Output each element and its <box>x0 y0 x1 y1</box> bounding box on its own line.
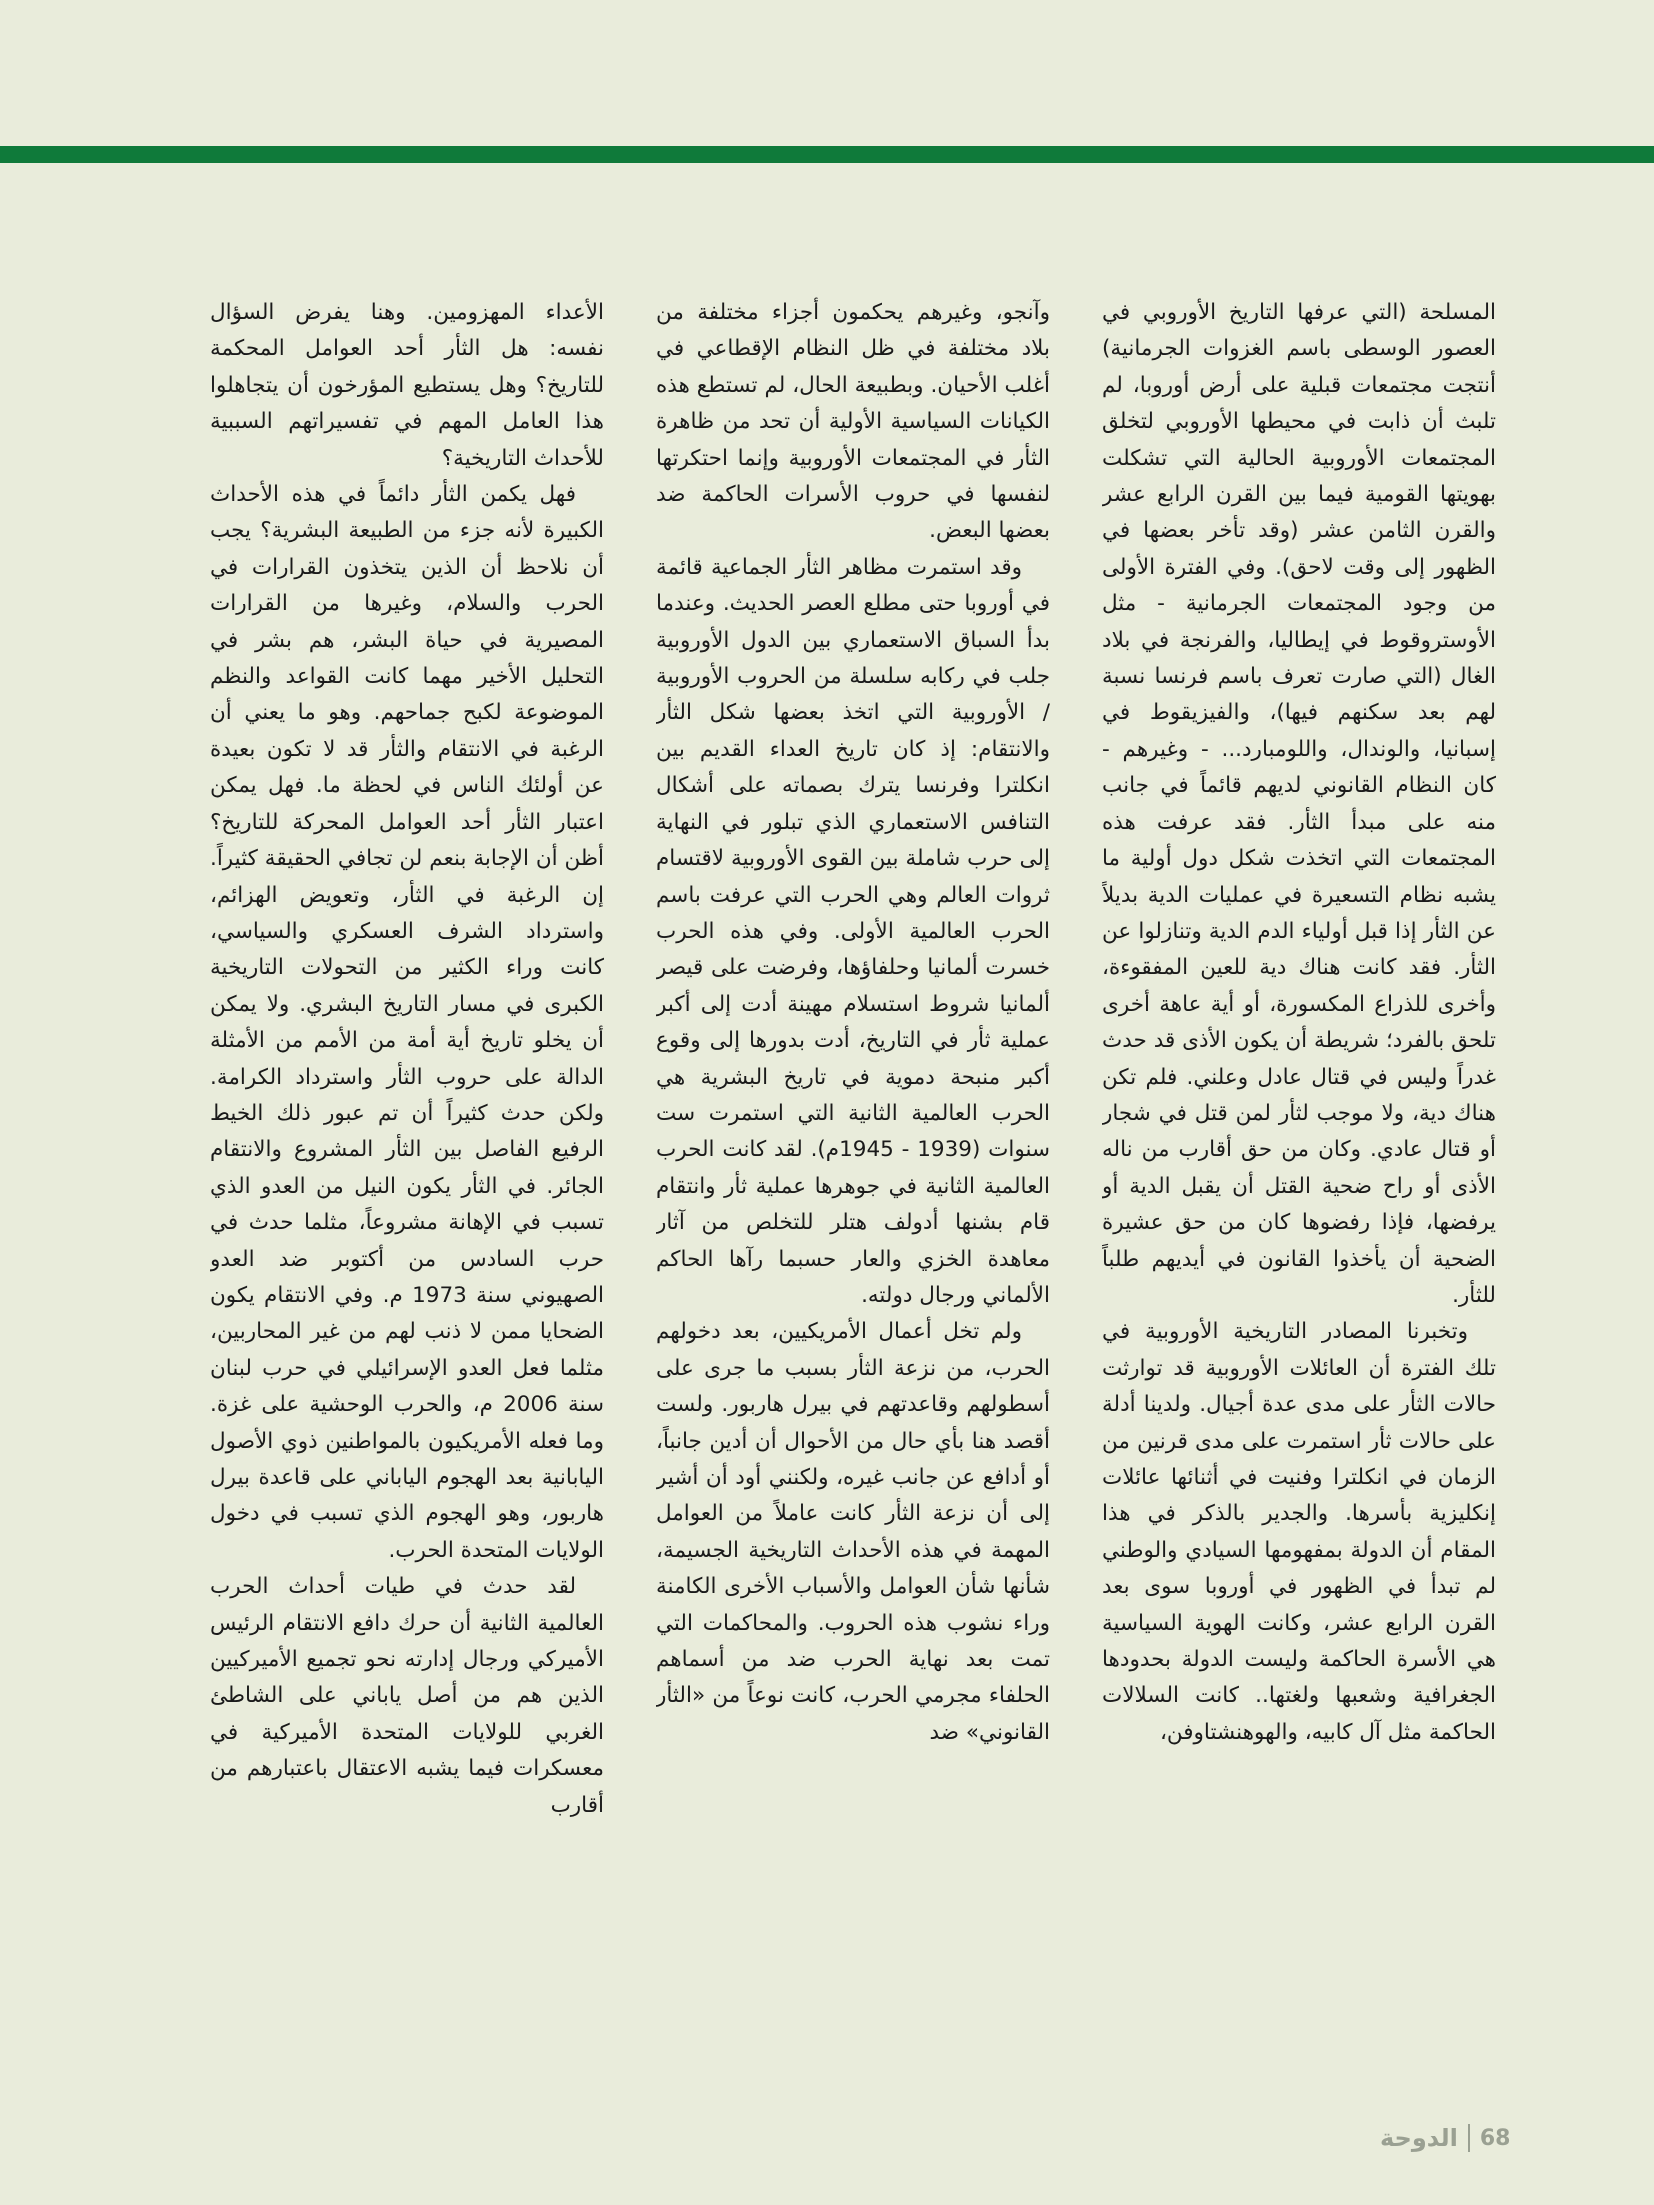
column-right <box>1102 295 1496 2055</box>
paragraph: لقد حدث في طيات أحداث الحرب العالمية الثانية أن حرك دافع الانتقام الرئيس الأميركي ورجال إدارته نحو تجميع الأميركيين الذين هم من أصل ياباني على الشاطئ الغربي للولايات المتحدة الأميركية في معسكرات فيما يشبه الاعتقال باعتبارهم من أقارب <box>210 1574 604 1818</box>
footer-divider <box>1468 2124 1470 2152</box>
paragraph: المسلحة (التي عرفها التاريخ الأوروبي في العصور الوسطى باسم الغزوات الجرمانية) أنتجت مجتمعات قبلية على أرض أوروبا، لم تلبث أن ذابت في محيطها الأوروبي لتخلق المجتمعات الأوروبية الحالية التي تشكلت بهويتها القومية فيما بين القرن الرابع عشر والقرن الثامن عشر (وقد تأخر بعضها في الظهور إلى وقت لاحق). وفي الفترة الأولى من وجود المجتمعات الجرمانية - مثل الأوستروقوط في إيطاليا، والفرنجة في بلاد الغال (التي صارت تعرف باسم فرنسا نسبة لهم بعد سكنهم فيها)، والفيزيقوط في إسبانيا، والوندال، واللومبارد... - وغيرهم - كان النظام القانوني لديهم قائماً في جانب منه على مبدأ الثأر. فقد عرفت هذه المجتمعات التي اتخذت شكل دول أولية ما يشبه نظام التسعيرة في عمليات الدية بديلاً عن الثأر إذا قبل أولياء الدم الدية وتنازلوا عن الثأر. فقد كانت هناك دية للعين المفقوءة، وأخرى للذراع المكسورة، أو أية عاهة أخرى تلحق بالفرد؛ شريطة أن يكون الأذى قد حدث غدراً وليس في قتال عادل وعلني. فلم تكن هناك دية، ولا موجب لثأر لمن قتل في شجار أو قتال عادي. وكان من حق أقارب من ناله الأذى أو راح ضحية القتل أن يقبل الدية أو يرفضها، فإذا رفضوها كان من حق عشيرة الضحية أن يأخذوا القانون في أيديهم طلباً للثأر. <box>1102 300 1496 1308</box>
column-middle <box>656 295 1050 2055</box>
paragraph: ولم تخل أعمال الأمريكيين، بعد دخولهم الحرب، من نزعة الثأر بسبب ما جرى على أسطولهم وقاعدتهم في بيرل هاربور. ولست أقصد هنا بأي حال من الأحوال أن أدين جانباً، أو أدافع عن جانب غيره، ولكنني أود أن أشير إلى أن نزعة الثأر كانت عاملاً من العوامل المهمة في هذه الأحداث التاريخية الجسيمة، شأنها شأن العوامل والأسباب الأخرى الكامنة وراء نشوب هذه الحروب. والمحاكمات التي تمت بعد نهاية الحرب ضد من أسماهم الحلفاء مجرمي الحرب، كانت نوعاً من «الثأر القانوني» ضد <box>656 1319 1050 1745</box>
paragraph: الأعداء المهزومين. وهنا يفرض السؤال نفسه: هل الثأر أحد العوامل المحكمة للتاريخ؟ وهل يستطيع المؤرخون أن يتجاهلوا هذا العامل المهم في تفسيراتهم السببية للأحداث التاريخية؟ <box>210 300 604 471</box>
column-left <box>210 295 604 2055</box>
article-body <box>210 295 1496 2055</box>
paragraph: فهل يكمن الثأر دائماً في هذه الأحداث الكبيرة لأنه جزء من الطبيعة البشرية؟ يجب أن نلاحظ أن الذين يتخذون القرارات في الحرب والسلام، وغيرها من القرارات المصيرية في حياة البشر، هم بشر في التحليل الأخير مهما كانت القواعد والنظم الموضوعة لكبح جماحهم. وهو ما يعني أن الرغبة في الانتقام والثأر قد لا تكون بعيدة عن أولئك الناس في لحظة ما. فهل يمكن اعتبار الثأر أحد العوامل المحركة للتاريخ؟ أظن أن الإجابة بنعم لن تجافي الحقيقة كثيراً. إن الرغبة في الثأر، وتعويض الهزائم، واسترداد الشرف العسكري والسياسي، كانت وراء الكثير من التحولات التاريخية الكبرى في مسار التاريخ البشري. ولا يمكن أن يخلو تاريخ أية أمة من الأمم من الأمثلة الدالة على حروب الثأر واسترداد الكرامة. ولكن حدث كثيراً أن تم عبور ذلك الخيط الرفيع الفاصل بين الثأر المشروع والانتقام الجائر. في الثأر يكون النيل من العدو الذي تسبب في الإهانة مشروعاً، مثلما حدث في حرب السادس من أكتوبر ضد العدو الصهيوني سنة 1973 م. وفي الانتقام يكون الضحايا ممن لا ذنب لهم من غير المحاربين، مثلما فعل العدو الإسرائيلي في حرب لبنان سنة 2006 م، والحرب الوحشية على غزة. وما فعله الأمريكيون بالمواطنين ذوي الأصول اليابانية بعد الهجوم الياباني على قاعدة بيرل هاربور، وهو الهجوم الذي تسبب في دخول الولايات المتحدة الحرب. <box>210 482 604 1563</box>
page-number: 68 <box>1479 2125 1511 2151</box>
page-footer <box>1380 2120 1530 2156</box>
header-band <box>0 146 1654 163</box>
paragraph: وتخبرنا المصادر التاريخية الأوروبية في تلك الفترة أن العائلات الأوروبية قد توارثت حالات الثأر على مدى عدة أجيال. ولدينا أدلة على حالات ثأر استمرت على مدى قرنين من الزمان في انكلترا وفنيت في أثنائها عائلات إنكليزية بأسرها. والجدير بالذكر في هذا المقام أن الدولة بمفهومها السيادي والوطني لم تبدأ في الظهور في أوروبا سوى بعد القرن الرابع عشر، وكانت الهوية السياسية هي الأسرة الحاكمة وليست الدولة بحدودها الجغرافية وشعبها ولغتها.. كانت السلالات الحاكمة مثل آل كابيه، والهوهنشتاوفن، <box>1102 1319 1496 1745</box>
magazine-name: الدوحة <box>1380 2124 1458 2152</box>
paragraph: وآنجو، وغيرهم يحكمون أجزاء مختلفة من بلاد مختلفة في ظل النظام الإقطاعي في أغلب الأحيان. وبطبيعة الحال، لم تستطع هذه الكيانات السياسية الأولية أن تحد من ظاهرة الثأر في المجتمعات الأوروبية وإنما احتكرتها لنفسها في حروب الأسرات الحاكمة ضد بعضها البعض. <box>656 300 1050 544</box>
paragraph: وقد استمرت مظاهر الثأر الجماعية قائمة في أوروبا حتى مطلع العصر الحديث. وعندما بدأ السباق الاستعماري بين الدول الأوروبية جلب في ركابه سلسلة من الحروب الأوروبية / الأوروبية التي اتخذ بعضها شكل الثأر والانتقام: إذ كان تاريخ العداء القديم بين انكلترا وفرنسا يترك بصماته على أشكال التنافس الاستعماري الذي تبلور في النهاية إلى حرب شاملة بين القوى الأوروبية لاقتسام ثروات العالم وهي الحرب التي عرفت باسم الحرب العالمية الأولى. وفي هذه الحرب خسرت ألمانيا وحلفاؤها، وفرضت على قيصر ألمانيا شروط استسلام مهينة أدت إلى أكبر عملية ثأر في التاريخ، أدت بدورها إلى وقوع أكبر منبحة دموية في تاريخ البشرية هي الحرب العالمية الثانية التي استمرت ست سنوات (1939 - 1945م). لقد كانت الحرب العالمية الثانية في جوهرها عملية ثأر وانتقام قام بشنها أدولف هتلر للتخلص من آثار معاهدة الخزي والعار حسبما رآها الحاكم الألماني ورجال دولته. <box>656 554 1050 1308</box>
